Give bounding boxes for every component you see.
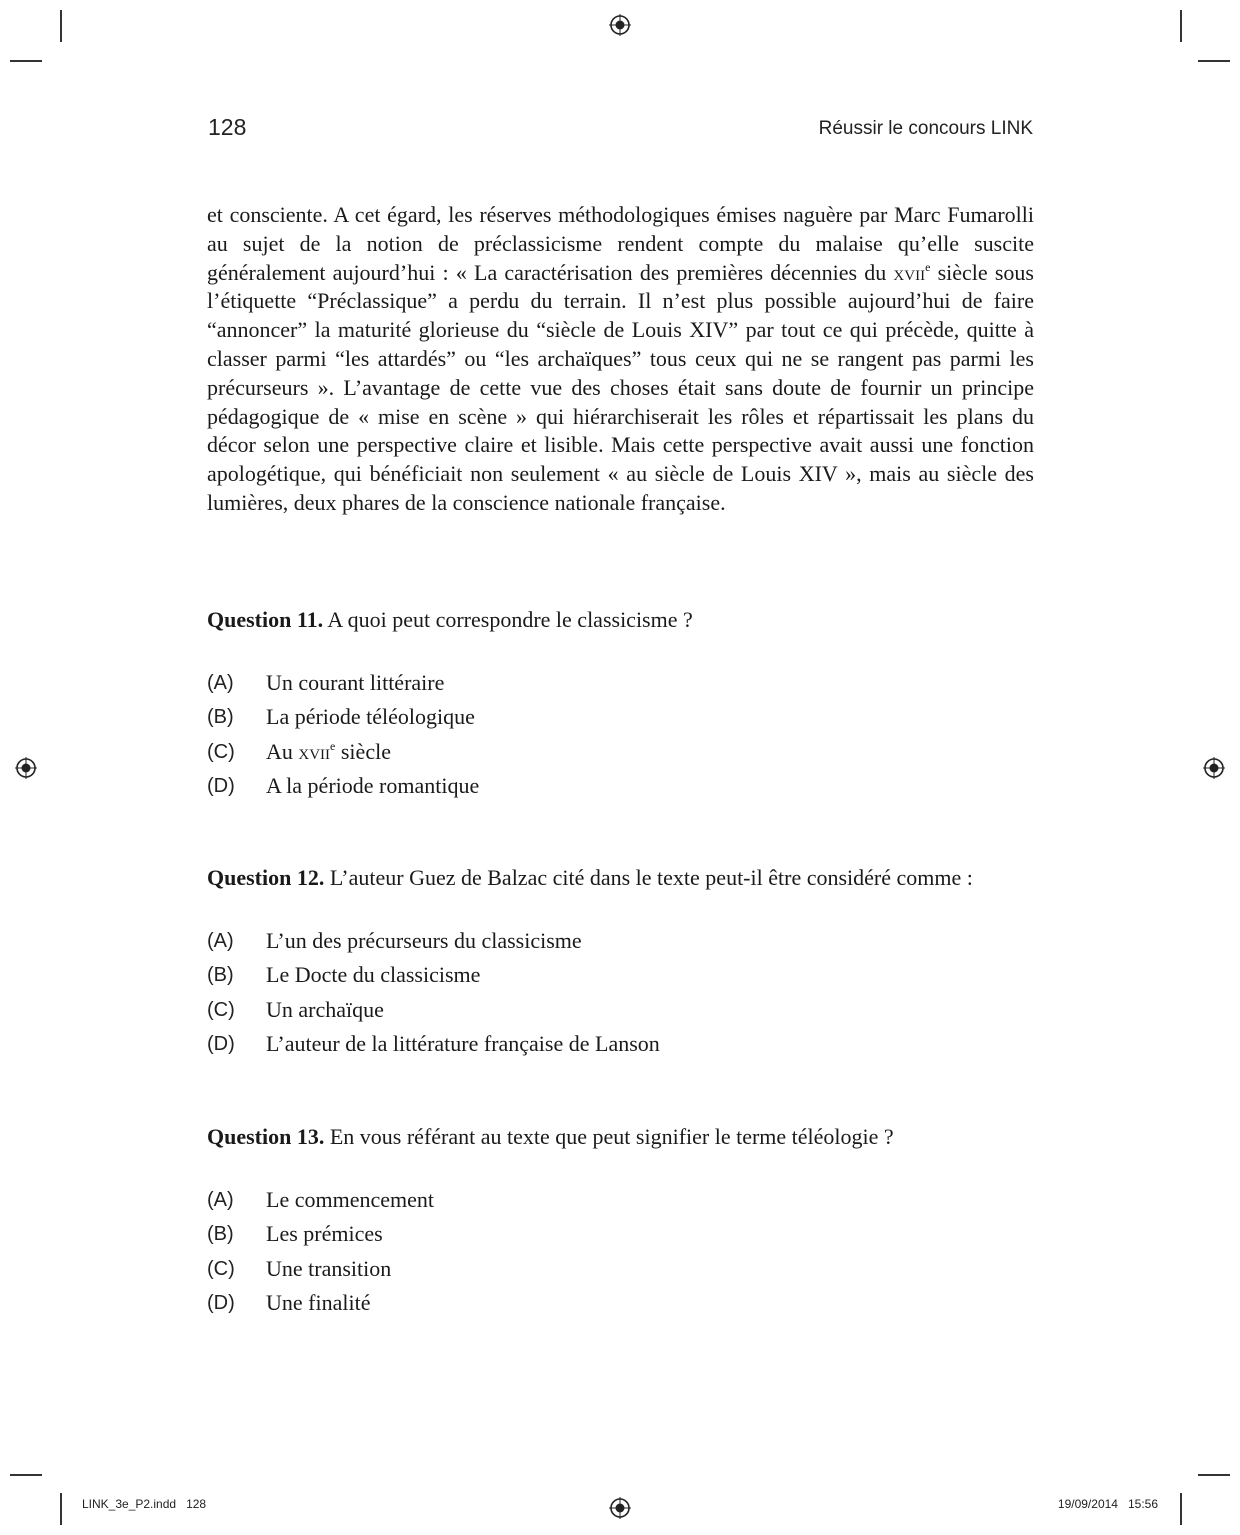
question-text: En vous référant au texte que peut signifier le terme téléologie ?: [324, 1124, 894, 1149]
option-text: Un archaïque: [266, 996, 384, 1022]
crop-mark: [10, 60, 42, 62]
question-label: Question 12.: [207, 865, 325, 890]
question-text: L’auteur Guez de Balzac cité dans le texte peut-il être considéré comme :: [324, 865, 973, 890]
crop-mark: [1198, 60, 1230, 62]
option-text: Une transition: [266, 1255, 392, 1281]
page-number: 128: [208, 114, 247, 140]
running-title: Réussir le concours LINK: [818, 118, 1033, 139]
passage-part: siècle sous l’étiquette “Préclassique” a perdu du terrain. Il n’est plus possible aujourd’hui de faire “annoncer” la maturité glorieuse du “siècle de Louis XIV” par tout ce qui précède, quitte à classer parmi “les attardés” ou “les archaïques” tous ceux qui ne se rangent pas parmi les précurseurs ». L’avantage de cette vue des choses était sans doute de fournir un principe pédagogique de « mise en scène » qui hiérarchiserait les rôles et répartissait les plans du décor selon une perspective claire et lisible. Mais cette perspective avait aussi une fonction apologétique, qui bénéficiait non seulement « au siècle de Louis XIV », mais au siècle des lumières, deux phares de la conscience nationale française.: [207, 259, 1034, 515]
passage-text: [207, 201, 1034, 518]
option-text: La période téléologique: [266, 704, 475, 730]
slug-datetime: 19/09/2014 15:56: [1057, 1497, 1158, 1511]
crop-mark: [60, 10, 62, 42]
option-letter: (D): [207, 1291, 235, 1314]
option-letter: (C): [207, 1257, 235, 1280]
option-letter: (B): [207, 1223, 234, 1246]
option-text: A la période romantique: [266, 772, 480, 798]
century-numeral: xvii: [298, 738, 331, 764]
crop-mark: [1180, 10, 1182, 42]
century-superscript: e: [330, 738, 336, 753]
option-letter: (D): [207, 774, 235, 797]
option-text: Le commencement: [266, 1187, 434, 1212]
option-text: Un courant littéraire: [266, 670, 445, 695]
option-letter: (B): [207, 706, 234, 729]
option-text-suffix: siècle: [335, 738, 391, 764]
century-superscript: e: [925, 259, 931, 274]
registration-mark-icon: [1203, 757, 1225, 779]
option-text: Les prémices: [266, 1221, 383, 1247]
registration-mark-icon: [15, 757, 37, 779]
option-text: Une finalité: [266, 1289, 371, 1315]
option-letter: (A): [207, 672, 234, 694]
option-letter: (C): [207, 998, 235, 1021]
crop-mark: [1180, 1493, 1182, 1525]
crop-mark: [1198, 1474, 1230, 1476]
question-label: Question 13.: [207, 1124, 325, 1149]
option-text-prefix: Au: [266, 738, 299, 764]
century-numeral: xvii: [893, 259, 926, 285]
option-letter: (A): [207, 1189, 234, 1211]
question-13: [207, 1123, 1047, 1151]
option-text: L’un des précurseurs du classicisme: [266, 928, 582, 953]
slug-filename: LINK_3e_P2.indd 128: [82, 1497, 207, 1511]
option-letter: (A): [207, 930, 234, 952]
passage-part: et consciente. A cet égard, les réserves méthodologiques émises naguère par Marc Fumarolli au sujet de la notion de préclassicisme rendent compte du malaise qu’elle suscite généralement aujourd’hui : « La caractérisation des premières décennies du: [207, 202, 1034, 285]
question-text: A quoi peut correspondre le classicisme ?: [323, 607, 693, 632]
crop-mark: [60, 1493, 62, 1525]
option-letter: (C): [207, 740, 235, 763]
option-text: [266, 738, 391, 766]
option-text: L’auteur de la littérature française de Lanson: [266, 1030, 660, 1056]
question-11: [207, 606, 1047, 634]
registration-mark-icon: [609, 1497, 631, 1519]
option-text: Le Docte du classicisme: [266, 962, 481, 988]
crop-mark: [10, 1474, 42, 1476]
question-12: [207, 864, 1047, 892]
option-letter: (B): [207, 964, 234, 987]
registration-mark-icon: [609, 14, 631, 36]
option-letter: (D): [207, 1032, 235, 1055]
question-label: Question 11.: [207, 607, 324, 632]
